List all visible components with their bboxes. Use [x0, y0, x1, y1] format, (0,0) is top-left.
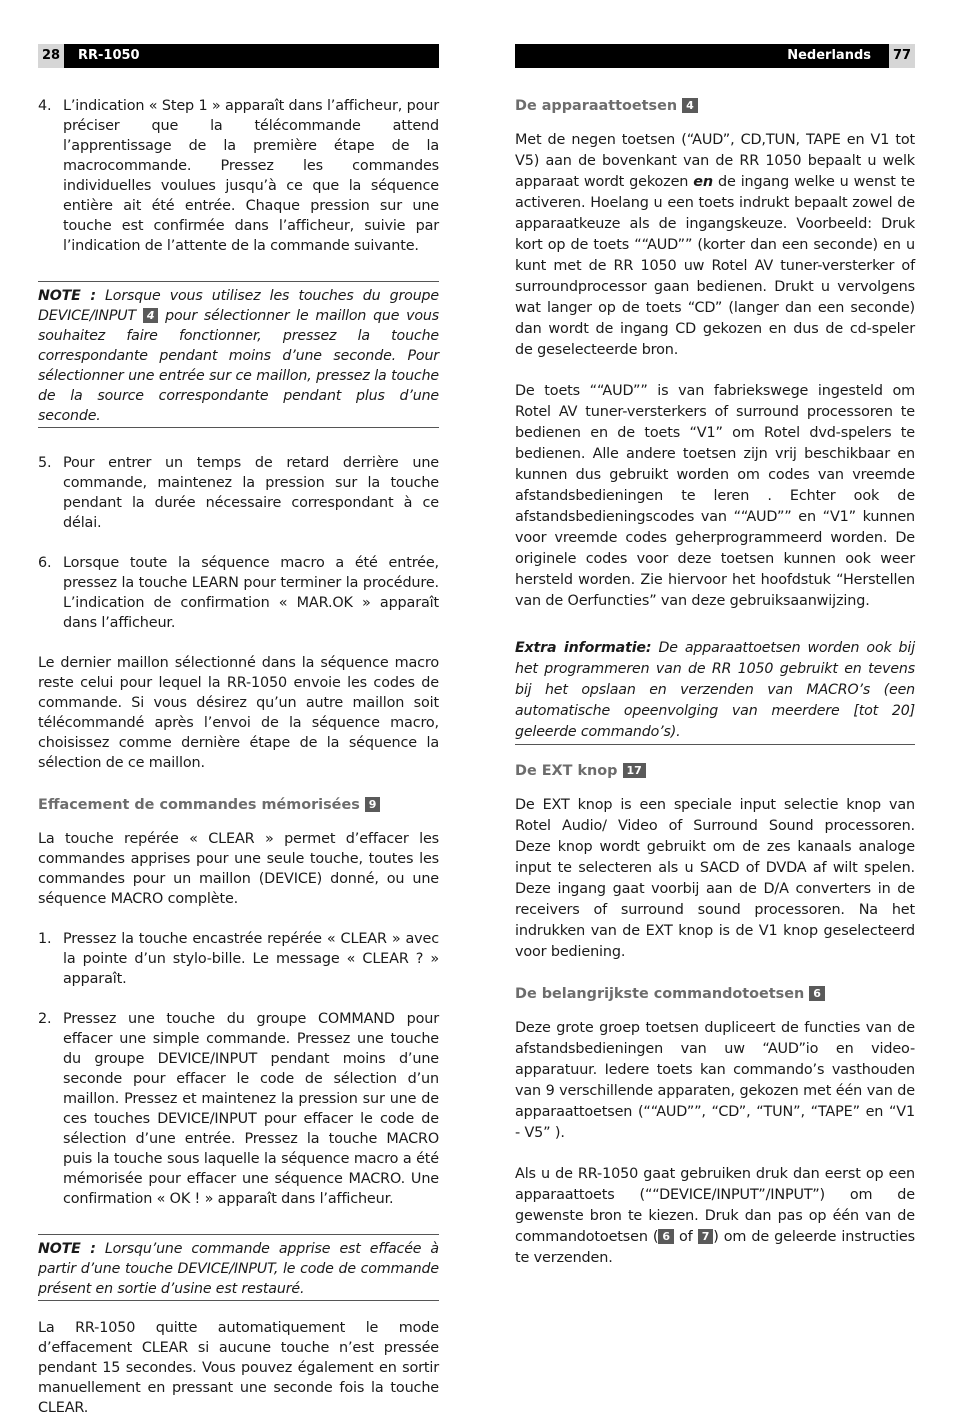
extra-info-text: De apparaattoetsen worden ook bij het programmeren van de RR 1050 gebruikt en tevens bij het opslaan en verzenden van MACRO’s (een automatische opeenvolging van meerdere [tot 20] geleerde commando’s).: [515, 640, 915, 740]
extra-info-label: Extra informatie:: [515, 640, 652, 656]
step-5-text: Pour entrer un temps de retard derrière une commande, maintenez la pression sur la touche pendant la durée nécessaire correspondant à ce délai.: [63, 455, 439, 531]
step-6: [38, 553, 439, 633]
clear-step-2-text: Pressez une touche du groupe COMMAND pour effacer une simple commande. Pressez une touche du groupe DEVICE/INPUT pendant moins d’une seconde pour effacer le code de sélection d’un maillon. Pressez et maintenez la pression sur une de ces touches DEVICE/INPUT pour effacer le code de sélection d’une entrée. Pressez la touche MACRO puis la touche sous laquelle la séquence macro a été mémorisée pour effacer une séquence MACRO. Une confirmation « OK ! » apparaît dans l’afficheur.: [63, 1011, 439, 1207]
step-6-number: 6.: [38, 555, 52, 571]
step-4-number: 4.: [38, 98, 52, 114]
last-link-paragraph: Le dernier maillon sélectionné dans la séquence macro reste celui pour lequel la RR-1050 envoie les codes de commande. Si vous désirez qu’un autre maillon soit télécommandé après l’envoi de la séquence macro, choisissez comme dernière étape de la séquence la sélection de ce maillon.: [38, 655, 439, 771]
note-factory-code: [38, 1234, 439, 1301]
device-heading-text: De apparaattoetsen: [515, 98, 678, 114]
device-paragraph-1: [515, 130, 915, 361]
right-page-title: Nederlands: [787, 48, 871, 63]
badge-6: 6: [809, 986, 825, 1001]
left-page-number: 28: [38, 44, 64, 68]
extra-info-box: [515, 634, 915, 745]
step-6-text: Lorsque toute la séquence macro a été entrée, pressez la touche LEARN pour terminer la procédure. L’indication de confirmation « MAR.OK » apparaît dans l’afficheur.: [63, 555, 439, 631]
note-label: NOTE :: [38, 288, 96, 304]
left-page-title: RR-1050: [78, 48, 140, 63]
left-page-header: [38, 44, 439, 68]
step-4-text: L’indication « Step 1 » apparaît dans l’afficheur, pour préciser que la télécommande attend l’apprentissage de la première étape de la macrocommande. Pressez les commandes individuelles voulues jusqu’à ce que la séquence entière ait été entrée. Chaque pression sur une touche est confirmée dans l’afficheur, suivie par l’indication de l’attente de la commande suivante.: [63, 98, 439, 254]
ext-heading-text: De EXT knop: [515, 763, 618, 779]
badge-9: 9: [365, 797, 381, 812]
note2-label: NOTE :: [38, 1241, 96, 1257]
device-p1-emphasis: en: [693, 174, 713, 190]
ext-section-heading: [515, 761, 915, 781]
step-5: [38, 453, 439, 533]
main-keys-heading-text: De belangrijkste commandotoetsen: [515, 986, 805, 1002]
clear-timeout-paragraph: La RR-1050 quitte automatiquement le mode d’effacement CLEAR si aucune touche n’est pressée pendant 15 secondes. Vous pouvez également en sortir manuellement en pressant une seconde fois la touche CLEAR.: [38, 1320, 439, 1416]
clear-step-1-text: Pressez la touche encastrée repérée « CLEAR » avec la pointe d’un stylo-bille. Le message « CLEAR ? » apparaît.: [63, 931, 439, 987]
clear-section-heading: [38, 795, 439, 815]
badge-4: 4: [143, 308, 159, 323]
clear-step-2-number: 2.: [38, 1011, 52, 1027]
right-page-header: [515, 44, 915, 68]
main-p2-mid: of: [679, 1229, 693, 1245]
clear-heading-text: Effacement de commandes mémorisées: [38, 797, 360, 813]
clear-step-1: [38, 929, 439, 989]
right-page-number: 77: [889, 44, 915, 68]
step-4: [38, 96, 439, 256]
clear-step-1-number: 1.: [38, 931, 52, 947]
main-p2-after: ) om de geleerde instructies te verzenden.: [515, 1229, 915, 1266]
main-keys-section-heading: [515, 984, 915, 1004]
clear-step-2: [38, 1009, 439, 1209]
clear-intro: La touche repérée « CLEAR » permet d’effacer les commandes apprises pour une seule touche, toutes les commandes pour un maillon (DEVICE) donné, ou une séquence MACRO complète.: [38, 831, 439, 907]
badge-17: 17: [623, 763, 646, 778]
left-column: [38, 44, 439, 1418]
device-p1-before: Met de negen toetsen (“AUD”, CD,TUN, TAPE en V1 tot V5) aan de bovenkant van de RR 1050 bepaalt u welk apparaat wordt gekozen: [515, 132, 915, 190]
badge-6-inline: 6: [658, 1229, 674, 1244]
badge-4: 4: [682, 98, 698, 113]
badge-7-inline: 7: [698, 1229, 714, 1244]
device-p1-after: de ingang welke u wenst te activeren. Hoelang u een toets indrukt bepaalt zowel de apparaatkeuze als de ingangskeuze. Voorbeeld: Druk kort op de toets ““AUD”” (korter dan een seconde) en u kunt met de RR 1050 uw Rotel AV tuner-versterker of surroundprocessor gaan bedienen. Drukt u vervolgens wat langer op de toets “CD” (langer dan een seconde) dan wordt de ingang CD gekozen en dus de cd-speler de geselecteerde bron.: [515, 174, 915, 358]
main-keys-paragraph-2: [515, 1164, 915, 1269]
note-text-after: pour sélectionner le maillon que vous souhaitez faire fonctionner, pressez la touche correspondante pendant moins d’une seconde. Pour sélectionner une entrée sur ce maillon, pressez la touche de la source correspondante pendant plus d’une seconde.: [38, 308, 439, 424]
step-5-number: 5.: [38, 455, 52, 471]
note2-text: Lorsqu’une commande apprise est effacée à partir d’une touche DEVICE/INPUT, le code de commande présent en sortie d’usine est restauré.: [38, 1241, 439, 1297]
ext-paragraph: De EXT knop is een speciale input selectie knop van Rotel Audio/ Video of Surround Sound processoren. Deze knop wordt gebruikt om de zes kanaals analoge input te selecteren als u SACD of DVDA af wilt spelen. Deze ingang gaat voorbij aan de D/A converters in de receivers of surround sound processoren. Na het indrukken van de EXT knop is de V1 knop geselecteerd voor bediening.: [515, 797, 915, 960]
device-paragraph-2: De toets ““AUD”” is van fabriekswege ingesteld om Rotel AV tuner-versterkers of surround processoren te bedienen en de toets “V1” om Rotel dvd-spelers te bedienen. Alle andere toetsen zijn vrij beschikbaar en kunnen dus gebruikt worden om codes van vreemde afstandsbedieningen te leren . Echter ook de afstandsbedieningscodes van ““AUD”” en “V1” kunnen voor vreemde codes geherprogrammeerd worden. De originele codes voor deze toetsen kunnen ook weer hersteld worden. Zie hiervoor het hoofdstuk “Herstellen van de Oerfuncties” van deze gebruiksaanwijzing.: [515, 383, 915, 609]
right-column: [515, 44, 915, 1269]
device-section-heading: [515, 96, 915, 116]
note-device-input: [38, 281, 439, 428]
main-p2-before: Als u de RR-1050 gaat gebruiken druk dan eerst op een apparaattoets (““DEVICE/INPUT”/INPUT”) om de gewenste bron te kiezen. Druk dan pas op één van de commandotoetsen (: [515, 1166, 915, 1245]
note-text-before: Lorsque vous utilisez les touches du groupe DEVICE/INPUT: [38, 288, 439, 324]
main-keys-paragraph-1: Deze grote groep toetsen dupliceert de functies van de afstandsbedieningen van uw “AUD”io en video-apparatuur. Iedere toets kan commando’s vasthouden van 9 verschillende apparaten, gekozen met één van de apparaattoetsen (““AUD””, “CD”, “TUN”, “TAPE” en “V1 - V5” ).: [515, 1020, 915, 1141]
